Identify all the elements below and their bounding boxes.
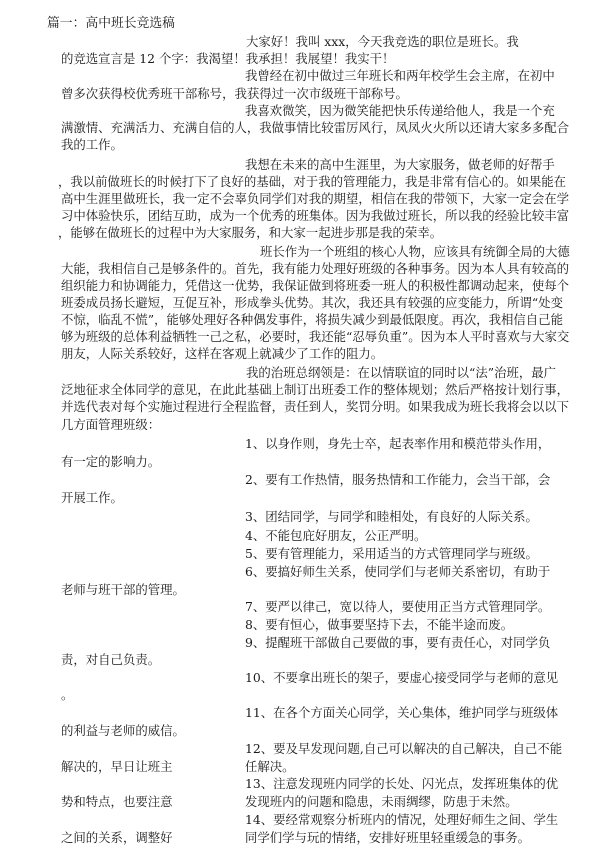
body-line: 我的治班总纲领是：在以情联谊的同时以“法”治班，最广 (246, 365, 557, 381)
rule-item: 10、不要拿出班长的架子，要虚心接受同学与老师的意见 (245, 670, 559, 686)
rule-item: 8、要有恒心，做事要坚持下去，不能半途而废。 (245, 617, 514, 633)
body-line: 我想在未来的高中生涯里，为大家服务，做老师的好帮手 (245, 157, 555, 173)
body-line: 泛地征求全体同学的意见，在此此基础上制订出班委工作的整体规划；然后严格按计划行事， (61, 382, 570, 398)
rule-item: 13、注意发现班内同学的长处、闪光点，发挥班集体的优 (245, 776, 559, 792)
body-line: 不惊，临乱不慌”，能够处理好各种偶发事件，将损失减少到最低限度。再次，我相信自己能 (61, 311, 563, 327)
fragment-line: 开展工作。 (61, 490, 123, 506)
document-heading: 篇一：高中班长竞选稿 (47, 16, 175, 31)
rule-item: 14、要经常观察分析班内的情况，处理好师生之间、学生 (245, 812, 559, 828)
rule-item: 3、团结同学，与同学和睦相处，有良好的人际关系。 (245, 509, 538, 525)
body-line: 习中体验快乐，团结互助，成为一个优秀的班集体。因为我做过班长，所以我的经验比较丰富 (61, 208, 570, 223)
fragment-line: 的利益与老师的威信。 (61, 722, 185, 738)
fragment-line: 势和特点，也要注意 (61, 794, 173, 810)
body-line: 曾多次获得校优秀班干部称号，我获得过一次市级班干部称号。 (61, 85, 408, 101)
body-line: 大家好！我叫 xxx，今天我竞选的职位是班长。我 (246, 33, 519, 49)
body-line: 我喜欢微笑，因为微笑能把快乐传递给他人，我是一个充 (245, 102, 555, 118)
body-line: 满激情、充满活力、充满自信的人，我做事情比较雷厉风行，凤凤火火所以还请大家多多配合 (61, 119, 570, 135)
body-line: 班委成员扬长避短，互促互补，形成拳头优势。其次，我还具有较强的应变能力，所谓“处变 (61, 294, 563, 310)
body-line: ，能够在做班长的过程中为大家服务，和大家一起进步那是我的荣幸。 (58, 225, 443, 240)
rule-item: 11、在各个方面关心同学，关心集体，维护同学与班级体 (245, 704, 559, 720)
rule-item: 12、要及早发现问题,自己可以解决的自己解决，自己不能 (245, 740, 563, 756)
fragment-line: 解决的，早日让班主 (61, 758, 173, 774)
body-line: 并选代表对每个实施过程进行全程监督，责任到人，奖罚分明。如果我成为班长我将会以以下 (61, 399, 570, 415)
fragment-line: 之间的关系，调整好 (61, 830, 173, 845)
fragment-line: 。 (61, 687, 74, 702)
body-line: 班长作为一个班组的核心人物，应该具有统御全局的大德 (260, 243, 570, 259)
fragment-line: 有一定的影响力。 (61, 453, 161, 469)
body-line: 我的工作。 (61, 136, 123, 152)
rule-item: 任解决。 (245, 758, 295, 774)
body-line: 组织能力和协调能力，凭借这一优势，我保证做到将班委一班人的积极性都调动起来，使每个 (61, 277, 570, 293)
body-line: 朋友，人际关系较好，这样在客观上就减少了工作的阻力。 (61, 345, 384, 361)
body-line: 几方面管理班级： (61, 417, 161, 433)
rule-item: 发现班内的问题和隐患，未雨绸缪，防患于未然。 (245, 794, 518, 810)
rule-item: 9、提醒班干部做自己要做的事，要有责任心，对同学负 (245, 635, 551, 651)
body-line: ，我以前做班长的时候打下了良好的基础，对于我的管理能力，我是非常有信心的。如果能在 (58, 174, 567, 190)
body-line: 够为班级的总体利益牺牲一己之私，必要时，我还能“忍辱负重”。因为本人平时喜欢与大家交 (61, 328, 570, 344)
rule-item: 同学们学与玩的情绪，安排好班里轻重缓急的事务。 (245, 830, 530, 845)
rule-item: 7、要严以律己，宽以待人，要使用正当方式管理同学。 (245, 599, 551, 615)
body-line: 大能，我相信自己是够条件的。首先，我有能力处理好班级的各种事务。因为本人具有较高的 (61, 260, 570, 276)
body-line: 的竞选宣言是 12 个字：我渴望！我承担！我展望！我实干！ (61, 50, 395, 66)
rule-item: 6、要搞好师生关系，使同学们与老师关系密切，有助于 (245, 563, 551, 579)
body-line: 高中生涯里做班长，我一定不会辜负同学们对我的期望，相信在我的带领下，大家一定会在学 (61, 191, 570, 206)
body-line: 我曾经在初中做过三年班长和两年校学生会主席，在初中 (245, 67, 555, 83)
rule-item: 5、要有管理能力，采用适当的方式管理同学与班级。 (245, 545, 538, 561)
rule-item: 2、要有工作热情，服务热情和工作能力，会当干部，会 (245, 471, 551, 487)
rule-item: 4、不能包庇好朋友，公正严明。 (245, 528, 427, 543)
rule-item: 1、以身作则，身先士卒，起表率作用和模范带头作用， (245, 435, 551, 451)
fragment-line: 老师与班干部的管理。 (61, 581, 185, 597)
fragment-line: 责，对自己负责。 (61, 652, 161, 668)
